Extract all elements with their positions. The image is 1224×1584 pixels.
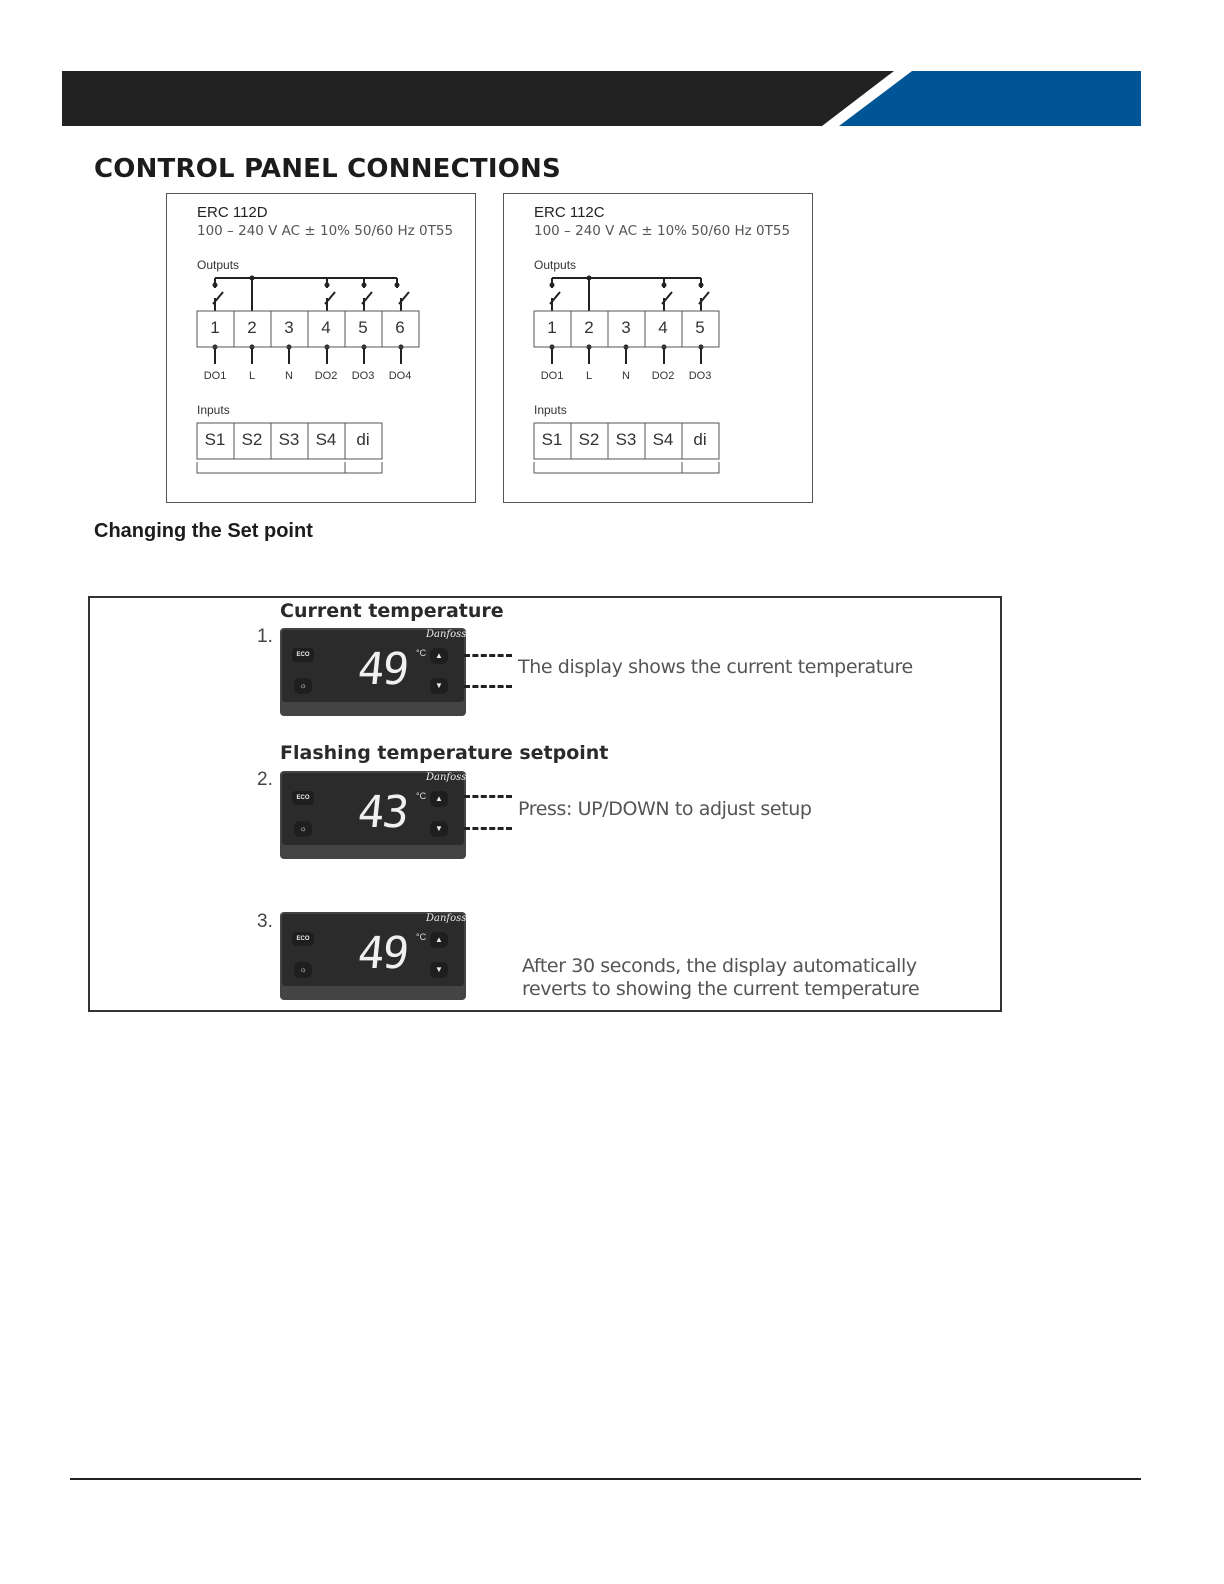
input-s1: S1 (204, 430, 226, 449)
terminal-label: DO2 (651, 370, 675, 382)
brand-logo: Danfoss (426, 629, 467, 640)
step-1-heading: Current temperature (280, 600, 504, 622)
model-name: ERC 112C (534, 204, 605, 221)
wiring-panel-erc112d (166, 193, 476, 503)
step-1-number: 1. (257, 626, 273, 647)
terminal-label: N (285, 370, 293, 382)
step-1-note: The display shows the current temperature (518, 656, 913, 678)
page-title: CONTROL PANEL CONNECTIONS (94, 154, 561, 184)
unit-label: °C (416, 932, 427, 942)
leader-line (464, 685, 512, 688)
section-subtitle: Changing the Set point (94, 520, 313, 542)
terminal-5: 5 (358, 318, 368, 337)
input-s2: S2 (578, 430, 600, 449)
eco-button: ECO (292, 932, 314, 946)
step-2-note: Press: UP/DOWN to adjust setup (518, 798, 812, 820)
controller-display-1 (280, 628, 466, 716)
up-arrow-icon: ▲ (430, 932, 448, 948)
step-3-number: 3. (257, 911, 273, 932)
terminal-label: DO1 (203, 370, 227, 382)
leader-line (464, 795, 512, 798)
terminal-label: DO1 (540, 370, 564, 382)
bulb-icon: ☼ (294, 821, 312, 837)
terminal-label: DO3 (688, 370, 712, 382)
input-di: di (693, 430, 707, 449)
outputs-label: Outputs (534, 258, 577, 272)
temperature-readout: 49 (355, 644, 410, 695)
terminal-4: 4 (658, 318, 668, 337)
eco-button: ECO (292, 791, 314, 805)
terminal-5: 5 (695, 318, 705, 337)
terminal-1: 1 (547, 318, 557, 337)
power-spec: 100 – 240 V AC ± 10% 50/60 Hz 0T55 (197, 223, 454, 239)
controller-display-3 (280, 912, 466, 1000)
wiring-panel-erc112c (503, 193, 813, 503)
bulb-icon: ☼ (294, 678, 312, 694)
down-arrow-icon: ▼ (430, 678, 448, 694)
terminal-3: 3 (621, 318, 631, 337)
terminal-2: 2 (247, 318, 257, 337)
leader-line (464, 827, 512, 830)
terminal-4: 4 (321, 318, 331, 337)
terminal-label: N (622, 370, 630, 382)
input-di: di (356, 430, 370, 449)
header-banner (62, 71, 1141, 126)
model-name: ERC 112D (197, 204, 268, 221)
inputs-label: Inputs (197, 403, 230, 417)
outputs-label: Outputs (197, 258, 240, 272)
brand-logo: Danfoss (426, 913, 467, 924)
terminal-label: DO3 (351, 370, 375, 382)
controller-display-2 (280, 771, 466, 859)
footer-rule (70, 1478, 1141, 1480)
down-arrow-icon: ▼ (430, 962, 448, 978)
setpoint-steps-box (88, 596, 1002, 1012)
step-2-heading: Flashing temperature setpoint (280, 742, 609, 764)
terminal-3: 3 (284, 318, 294, 337)
terminal-2: 2 (584, 318, 594, 337)
input-s1: S1 (541, 430, 563, 449)
terminal-label: L (248, 370, 256, 382)
unit-label: °C (416, 648, 427, 658)
input-s2: S2 (241, 430, 263, 449)
setpoint-readout: 43 (355, 787, 410, 838)
input-s4: S4 (652, 430, 674, 449)
terminal-6: 6 (395, 318, 405, 337)
leader-line (464, 654, 512, 657)
up-arrow-icon: ▲ (430, 648, 448, 664)
terminal-label: DO2 (314, 370, 338, 382)
terminal-1: 1 (210, 318, 220, 337)
terminal-label: DO4 (388, 370, 412, 382)
step-2-number: 2. (257, 769, 273, 790)
input-s3: S3 (278, 430, 300, 449)
input-s3: S3 (615, 430, 637, 449)
step-3-note-line-1: After 30 seconds, the display automatically (522, 955, 917, 977)
step-3-note (522, 955, 919, 1001)
unit-label: °C (416, 791, 427, 801)
input-s4: S4 (315, 430, 337, 449)
temperature-readout: 49 (355, 928, 410, 979)
step-3-note-line-2: reverts to showing the current temperature (522, 978, 920, 1000)
up-arrow-icon: ▲ (430, 791, 448, 807)
brand-logo: Danfoss (426, 772, 467, 783)
terminal-label: L (585, 370, 593, 382)
inputs-label: Inputs (534, 403, 567, 417)
bulb-icon: ☼ (294, 962, 312, 978)
down-arrow-icon: ▼ (430, 821, 448, 837)
wiring-diagram (167, 194, 477, 504)
wiring-diagram (504, 194, 814, 504)
eco-button: ECO (292, 648, 314, 662)
power-spec: 100 – 240 V AC ± 10% 50/60 Hz 0T55 (534, 223, 791, 239)
